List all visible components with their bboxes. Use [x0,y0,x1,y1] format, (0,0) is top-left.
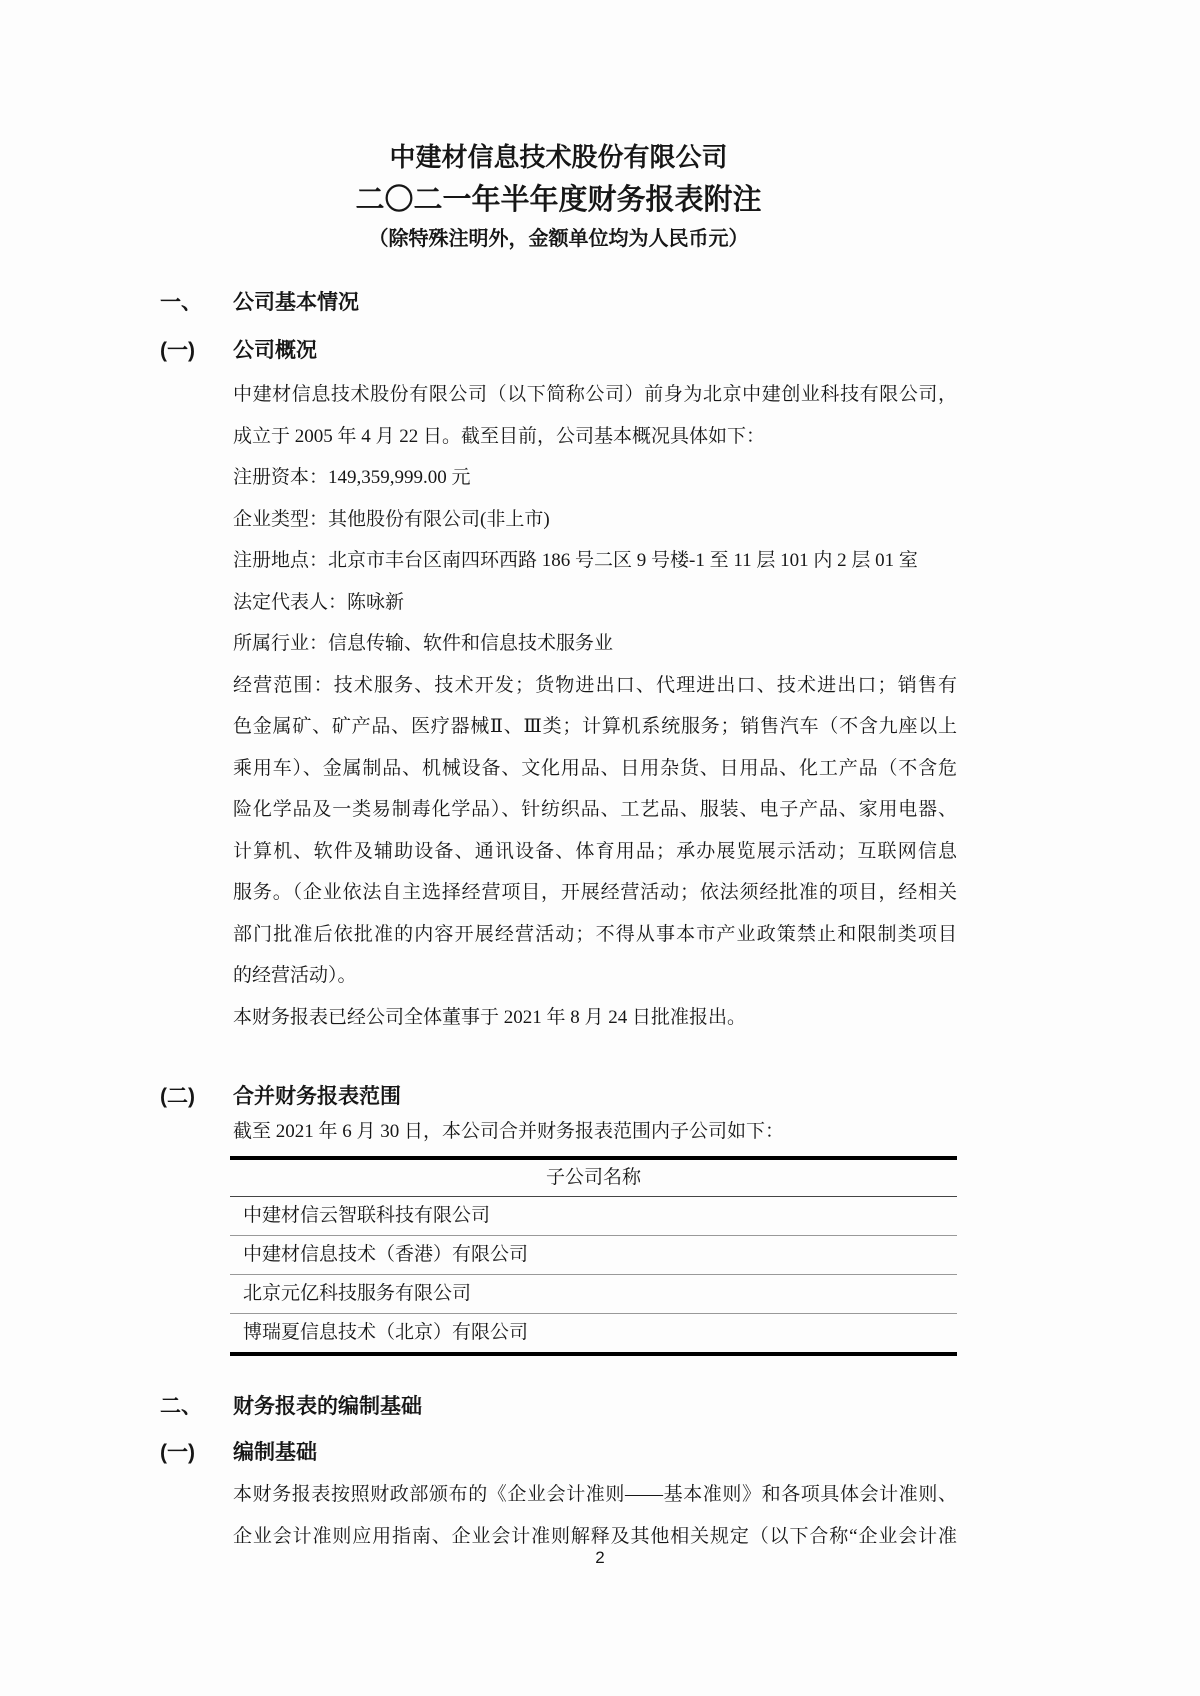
paragraph-line: 本财务报表按照财政部颁布的《企业会计准则——基本准则》和各项具体会计准则、 [233,1484,957,1505]
document-content [160,0,957,1557]
subsection-basis-heading [160,1438,957,1468]
paragraph-line: 所属行业：信息传输、软件和信息技术服务业 [233,633,614,654]
paragraph-line: 色金属矿、矿产品、医疗器械Ⅱ、Ⅲ类；计算机系统服务；销售汽车（不含九座以上 [233,716,957,737]
document-subtitle: 二〇二一年半年度财务报表附注 [355,184,762,216]
table-row: 博瑞夏信息技术（北京）有限公司 [243,1322,529,1343]
subsection-scope-number: (二) [160,1085,195,1108]
subsection-scope-title: 合并财务报表范围 [233,1085,401,1108]
paragraph-line: 注册地点：北京市丰台区南四环西路 186 号二区 9 号楼-1 至 11 层 101 内 2 层 01 室 [233,550,918,571]
table-row: 中建材信云智联科技有限公司 [230,1197,957,1236]
paragraph-line: 法定代表人：陈咏新 [233,591,405,613]
subsection-scope-heading [160,1082,957,1112]
page-number: 2 [595,1548,605,1567]
section-one-number: 一、 [160,291,202,314]
paragraph-line: 成立于 2005 年 4 月 22 日。截至目前，公司基本概况具体如下： [233,425,766,447]
overview-paragraphs [233,374,957,1038]
scope-intro-line: 截至 2021 年 6 月 30 日，本公司合并财务报表范围内子公司如下： [233,1121,785,1142]
paragraph-line: 部门批准后依批准的内容开展经营活动；不得从事本市产业政策禁止和限制类项目 [233,923,957,945]
subsection-overview-title: 公司概况 [233,339,317,362]
subsection-overview-number: (一) [160,339,195,362]
paragraph-line: 中建材信息技术股份有限公司（以下简称公司）前身为北京中建创业科技有限公司， [233,384,957,405]
paragraph-line: 注册资本：149,359,999.00 元 [233,467,471,488]
section-two-number: 二、 [160,1395,202,1418]
subsidiary-table [230,1156,957,1356]
subsection-basis-title: 编制基础 [233,1441,317,1464]
table-row: 中建材信息技术（香港）有限公司 [230,1236,957,1275]
paragraph-line: 企业类型：其他股份有限公司(非上市) [233,508,550,530]
subsection-basis-number: (一) [160,1441,195,1464]
document-title: 中建材信息技术股份有限公司 [389,143,728,172]
paragraph-line: 企业会计准则应用指南、企业会计准则解释及其他相关规定（以下合称“企业会计准 [233,1525,957,1547]
basis-paragraphs [233,1474,957,1557]
section-two-heading [160,1392,957,1422]
paragraph-line: 经营范围：技术服务、技术开发；货物进出口、代理进出口、技术进出口；销售有 [233,674,957,696]
subsidiary-table-header: 子公司名称 [230,1160,957,1197]
paragraph-line: 本财务报表已经公司全体董事于 2021 年 8 月 24 日批准报出。 [233,1006,747,1028]
paragraph-line: 的经营活动）。 [233,965,357,986]
subsection-overview-heading [160,336,957,366]
paragraph-line: 计算机、软件及辅助设备、通讯设备、体育用品；承办展览展示活动；互联网信息 [233,840,957,862]
section-one-title: 公司基本情况 [233,291,359,314]
paragraph-line: 服务。（企业依法自主选择经营项目，开展经营活动；依法须经批准的项目，经相关 [233,882,957,903]
paragraph-line: 险化学品及一类易制毒化学品）、针纺织品、工艺品、服装、电子产品、家用电器、 [233,799,957,820]
document-unit-note: （除特殊注明外，金额单位均为人民币元） [368,228,749,250]
paragraph-line: 乘用车）、金属制品、机械设备、文化用品、日用杂货、日用品、化工产品（不含危 [233,757,957,779]
table-row: 北京元亿科技服务有限公司 [230,1275,957,1314]
section-two-title: 财务报表的编制基础 [233,1395,422,1418]
section-one-heading [160,288,957,318]
